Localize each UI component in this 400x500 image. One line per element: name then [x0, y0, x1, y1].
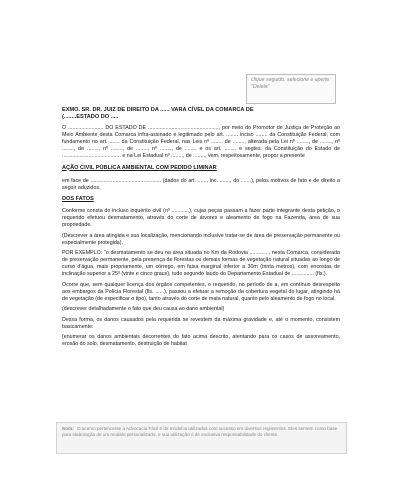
example-paragraph: POR EXEMPLO: "o desmatamento se deu na área situada no Km da Rodovia ............., nesta Comarca, considerada de preservação permanente, pela presença de florestas ou demais formas de vegetação natural situadas ao longo de curso d'água, mais propriamente, um córrego, em faixa marginal inferior a 30m (trinta metros), com encostas de inclinação superior a 25º (vinte e cinco graus), tudo segundo laudo do Departamento Estadual de ............... (fls.). [62, 250, 340, 278]
court-heading [62, 107, 340, 122]
disclaimer-note-box [56, 422, 347, 454]
facts-paragraph-1: Conforme consta do incluso inquérito civil (nº ............), cujas peças passam a fazer parte integrante desta petição, o requerido efetuou desmatamento, através do corte de árvores e aleamento de fogo na Fazenda, área de sua propriedade. [62, 207, 340, 229]
note-label: Nota: [62, 426, 74, 431]
against-paragraph: em face de ................................................ (dados do art. ......, inc. ......., do .......), pelos motivos de fato e de direito a seguir aduzidos. [62, 177, 340, 191]
court-heading-line2: (........ESTADO DO ..... [62, 114, 119, 121]
instruction-hint-text: clique seguido, selecione e aperte "Delete" [251, 77, 330, 90]
damages-paragraph: Dessa forma, os danos causados pela requerida se revestem da máxima gravidade e, até o momento, consistem basicamente: [62, 316, 340, 330]
enumerate-paragraph: (enumerar os danos ambientais decorrentes do fato acima descrito, atentando para os casos de assoreamento, erosão do solo, desmatamento, destruição de habitat [62, 334, 340, 348]
license-paragraph: Ocorre que, sem qualquer licença dos órgãos competentes, o requerido, no período de a, em contínuo desrespeito aos embargos da Polícia Florestal (fls. ......), passou a efetuar a remoção da cobertura vegetal do lugar, atingindo há de vegetação (de especificar o tipo), tanto através do corte de mata natural, quanto pelo aleamento de fogo no local. [62, 281, 340, 302]
damage-cause-paragraph: (descrever detalhadamente o fato que deu causa ao dano ambiental) [62, 306, 225, 313]
intro-paragraph: O ........................ DO ESTADO DE ................................................, por meio do Promotor de Justiça de Proteção ao Meio Ambiente desta Comarca infra-assinado e legitimado pelo art. ........ inciso ........ da Constituição Federal, com fundamento no art. ....... da Constituição Federal, nas Leis nº ........ de ........, alterada pela Lei nº ........, de ........, nº ........, de ........, nº ........, de ........, nº ........, de ........ e os art. ........ e segtes. da Constituição do Estado de ........................................ e na Lei Estadual nº ........, de ........, vem, respeitosamente, propor a presente [62, 125, 340, 160]
action-title: AÇÃO CIVIL PÚBLICA AMBIENTAL COM PEDIDO LIMINAR [62, 164, 217, 171]
facts-paragraph-2: (Descrever a área atingida e sua localização, mencionando inclusive tratar-se de área de preservação permanente ou especialmente protegida). [62, 232, 340, 246]
court-heading-line1: EXMO. SR. DR. JUIZ DE DIREITO DA ...... VARA CÍVEL DA COMARCA DE [62, 107, 254, 113]
petition-document [62, 107, 340, 352]
note-text: O acervo pertencente a Advocacia Fácil é de modelos utilizados com sucesso em diversos regimentos. Eles servem como base para elaboração de um modelo personalizado, e sua utilização é de exclusiva responsabilidade do cliente. [62, 426, 338, 437]
facts-section-title: DOS FATOS [62, 195, 94, 202]
instruction-hint-box [246, 74, 336, 104]
